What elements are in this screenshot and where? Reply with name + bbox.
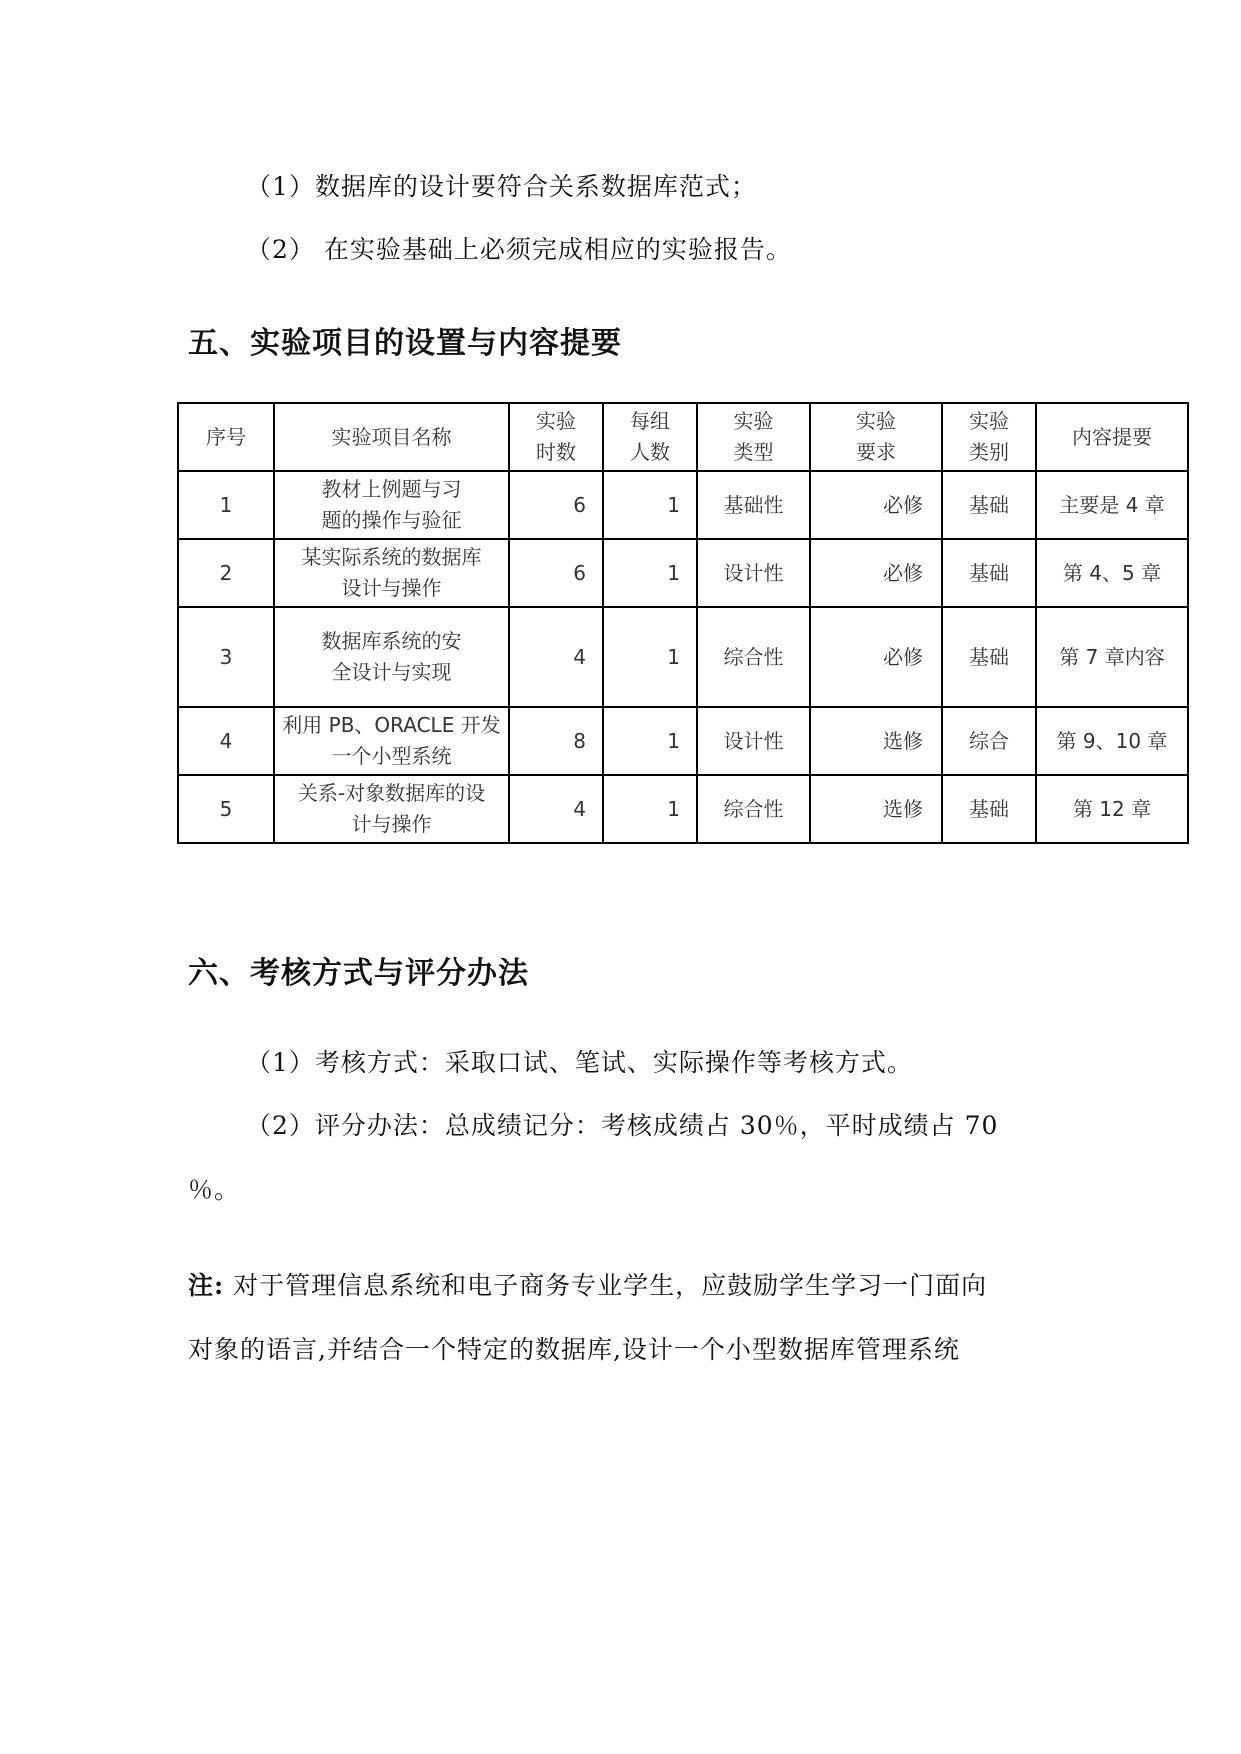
cell-seq: 2 [178, 539, 274, 607]
note-text-1: 对于管理信息系统和电子商务专业学生，应鼓励学生学习一门面向 [224, 1271, 988, 1300]
cell-req: 必修 [810, 471, 942, 539]
cell-content: 主要是 4 章 [1036, 471, 1188, 539]
cell-hours: 6 [509, 539, 603, 607]
cell-seq: 1 [178, 471, 274, 539]
header-content: 内容提要 [1036, 403, 1188, 471]
requirement-item-1: （1）数据库的设计要符合关系数据库范式； [246, 172, 757, 201]
cell-cat: 基础 [942, 607, 1036, 707]
cell-seq: 3 [178, 607, 274, 707]
cell-seq: 4 [178, 707, 274, 775]
cell-group: 1 [603, 471, 697, 539]
cell-content: 第 12 章 [1036, 775, 1188, 843]
grading-method-line1: （2）评分办法：总成绩记分：考核成绩占 30％，平时成绩占 70 [246, 1111, 999, 1140]
requirement-item-2: （2） 在实验基础上必须完成相应的实验报告。 [246, 235, 792, 264]
cell-group: 1 [603, 707, 697, 775]
header-group: 每组 人数 [603, 403, 697, 471]
grading-method-line2: ％。 [188, 1175, 241, 1204]
cell-content: 第 4、5 章 [1036, 539, 1188, 607]
cell-type: 基础性 [697, 471, 810, 539]
note-line1 [188, 1266, 987, 1302]
cell-cat: 基础 [942, 775, 1036, 843]
header-hours: 实验 时数 [509, 403, 603, 471]
cell-name: 教材上例题与习 题的操作与验征 [274, 471, 509, 539]
cell-name: 利用 PB、ORACLE 开发 一个小型系统 [274, 707, 509, 775]
cell-group: 1 [603, 775, 697, 843]
header-name: 实验项目名称 [274, 403, 509, 471]
cell-name: 数据库系统的安 全设计与实现 [274, 607, 509, 707]
cell-type: 设计性 [697, 707, 810, 775]
cell-hours: 4 [509, 775, 603, 843]
note-label: 注: [188, 1271, 225, 1300]
cell-hours: 6 [509, 471, 603, 539]
cell-hours: 4 [509, 607, 603, 707]
cell-seq: 5 [178, 775, 274, 843]
cell-group: 1 [603, 607, 697, 707]
cell-req: 选修 [810, 775, 942, 843]
header-req: 实验 要求 [810, 403, 942, 471]
cell-type: 设计性 [697, 539, 810, 607]
cell-name: 关系-对象数据库的设 计与操作 [274, 775, 509, 843]
cell-name: 某实际系统的数据库 设计与操作 [274, 539, 509, 607]
cell-cat: 综合 [942, 707, 1036, 775]
cell-req: 必修 [810, 607, 942, 707]
cell-req: 必修 [810, 539, 942, 607]
section6-heading: 六、考核方式与评分办法 [188, 956, 529, 991]
section5-heading: 五、实验项目的设置与内容提要 [188, 326, 622, 361]
header-seq: 序号 [178, 403, 274, 471]
table-header-row [178, 403, 1188, 471]
table-row [178, 607, 1188, 707]
header-cat: 实验 类别 [942, 403, 1036, 471]
cell-type: 综合性 [697, 775, 810, 843]
cell-content: 第 9、10 章 [1036, 707, 1188, 775]
cell-content: 第 7 章内容 [1036, 607, 1188, 707]
table-row [178, 707, 1188, 775]
cell-cat: 基础 [942, 539, 1036, 607]
cell-type: 综合性 [697, 607, 810, 707]
note-line2: 对象的语言,并结合一个特定的数据库,设计一个小型数据库管理系统 [188, 1335, 960, 1364]
table-row [178, 471, 1188, 539]
cell-hours: 8 [509, 707, 603, 775]
cell-req: 选修 [810, 707, 942, 775]
table-row [178, 775, 1188, 843]
experiment-table [177, 402, 1189, 844]
cell-cat: 基础 [942, 471, 1036, 539]
table-row [178, 539, 1188, 607]
assessment-method: （1）考核方式：采取口试、笔试、实际操作等考核方式。 [246, 1048, 913, 1077]
header-type: 实验 类型 [697, 403, 810, 471]
cell-group: 1 [603, 539, 697, 607]
